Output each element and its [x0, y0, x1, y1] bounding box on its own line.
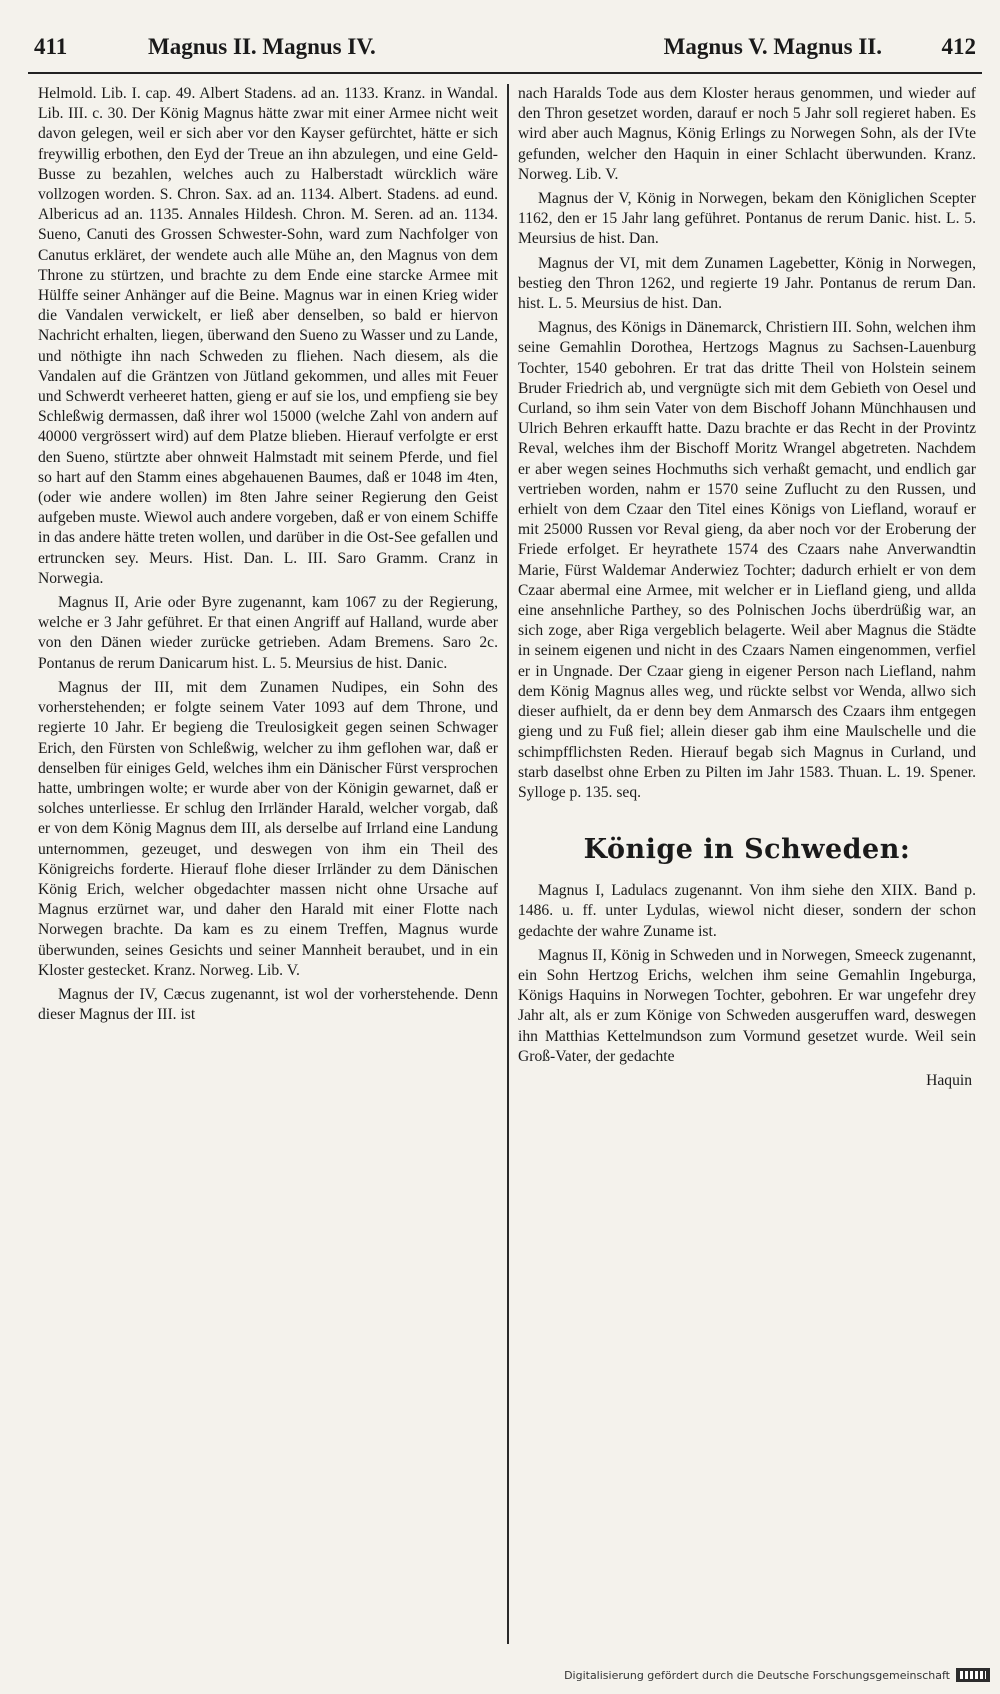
left-page-number: 411 [34, 34, 68, 59]
right-page-number: 412 [941, 34, 976, 59]
catchword: Haquin [926, 1071, 972, 1089]
left-running-title: Magnus II. Magnus IV. [148, 34, 376, 59]
left-column [38, 84, 498, 1644]
page-header [28, 22, 982, 74]
right-running-title: Magnus V. Magnus II. [663, 34, 882, 59]
paragraph: Magnus I, Ladulacs zugenannt. Von ihm siehe den XIIX. Band p. 1486. u. ff. unter Lydulas, wiewol nicht dieser, sondern der schon gedachte der wahre Zuname ist. [518, 882, 976, 940]
paragraph: Magnus der V, König in Norwegen, bekam den Königlichen Scepter 1162, den er 15 Jahr lang geführet. Pontanus de rerum Danic. hist. L. 5. Meursius de hist. Dan. [518, 190, 976, 248]
section-heading: Könige in Schweden: [583, 834, 911, 866]
paragraph: Magnus der III, mit dem Zunamen Nudipes, ein Sohn des vorherstehenden; er folgte seinem Vater 1093 auf dem Throne, und regierte 10 Jahr. Er begieng die Treulosigkeit gegen seinen Schwager Erich, den Fürsten von Schleßwig, welcher zu ihm geflohen war, daß er denselben für einiges Geld, welches ihm ein Dänischer Fürst versprochen hatte, umbringen wolte; er wurde aber von der Königin gewarnet, daß er solches unterliesse. Er schlug den Irrländer Harald, welcher vorgab, daß er von dem König Magnus dem III, als derselbe auf Irrland eine Landung unternommen, gezeuget, und deswegen von ihm ein Theil des Königreichs forderte. Hierauf flohe dieser Irrländer zu dem Dänischen König Erich, welcher obgedachter massen nicht ohne Ursache auf Magnus erzürnet war, und daher den Harald mit einer Flotte nach Norwegen brachte. Da kam es zu einem Treffen, Magnus wurde überwunden, seines Gesichts und seiner Mannheit beraubet, und in ein Kloster gestecket. Kranz. Norweg. Lib. V. [38, 678, 498, 979]
paragraph: Helmold. Lib. I. cap. 49. Albert Stadens. ad an. 1133. Kranz. in Wandal. Lib. III. c. 30. Der König Magnus hätte zwar mit einer Armee nicht weit davon gelegen, weil er sich aber vor den Kayser gefürchtet, hätte er sich freywillig erbothen, den Eyd der Treue an ihn abzulegen, und eine Geld-Busse zu bezahlen, welches auch zu Halberstadt würcklich wäre vollzogen worden. S. Chron. Sax. ad an. 1134. Albert. Stadens. ad eund. Albericus ad an. 1135. Annales Hildesh. Chron. M. Seren. ad an. 1134. Sueno, Canuti des Grossen Schwester-Sohn, ward zum Nachfolger von Canutus erkläret, der wendete auch alle Mühe an, den Magnus von dem Throne zu stürtzen, und brachte zu dem Ende eine starcke Armee mit Hülffe seiner Anhänger auf die Beine. Magnus war in einen Krieg wider die Vandalen verwickelt, er ließ aber denselben, so bald er hiervon Nachricht erhalten, liegen, überwand den Sueno zu Wasser und zu Lande, und nöthigte ihn nach Schweden zu fliehen. Nach diesem, als die Vandalen auf die Gräntzen von Jütland gekommen, und alles mit Feuer und Schwerdt verheeret hatten, gieng er auf sie los, und empfieng sie bey Schleßwig dermassen, daß ihrer wol 15000 (welche Zahl von andern auf 40000 vergrössert wird) auf dem Platze blieben. Hierauf verfolgte er erst den Sueno, stürtzte aber ohnweit Halmstadt mit seinem Pferde, und fiel so hart auf den Stamm eines abgehauenen Baumes, daß er 1048 im 4ten, (oder wie andere wollen) im 8ten Jahre seiner Regierung den Geist aufgeben muste. Wiewol auch andere vorgeben, daß er von einem Schiffe in das andere hätte treten wollen, und darüber in die Ost-See gefallen und ertruncken sey. Meurs. Hist. Dan. L. III. Saro Gramm. Cranz in Norwegia. [38, 85, 498, 587]
right-column [518, 84, 976, 1644]
paragraph: nach Haralds Tode aus dem Kloster heraus genommen, und wieder auf den Thron gesetzet worden, darauf er noch 5 Jahr soll regieret haben. Es wird aber auch Magnus, König Erlings zu Norwegen Sohn, als der IVte gefunden, welcher den Haquin in einer Schlacht überwunden. Kranz. Norweg. Lib. V. [518, 85, 976, 183]
paragraph: Magnus, des Königs in Dänemarck, Christiern III. Sohn, welchen ihm seine Gemahlin Dorothea, Hertzogs Magnus zu Sachsen-Lauenburg Tochter, 1540 gebohren. Er trat das dritte Theil von Holstein seinem Bruder Friedrich ab, und vergnügte sich mit dem Gebieth von Oesel und Curland, so ihm sein Vater von dem Bischoff Johann Münchhausen und Ulrich Behren erkaufft hatte. Dazu brachte er das Recht in der Provintz Reval, welches ihm der Bischoff Moritz Wrangel abgetreten. Nachdem er aber wegen seines Hochmuths sich verhaßt gemacht, und endlich gar vertrieben worden, nahm er 1570 seine Zuflucht zu den Russen, und erhielt von dem Czaar den Titel eines Königs von Liefland, worauf er mit 25000 Russen vor Reval gieng, da aber noch vor der Eroberung der Friede erfolget. Er heyrathete 1574 des Czaars nahe Anverwandtin Marie, Fürst Waldemar Anderwiez Tochter; dadurch erhielt er von dem Czaar abermal eine Armee, mit welcher er in Liefland gieng, und allda eine ansehnliche Parthey, so des Polnischen Jochs überdrüßig war, an sich zoge, aber Riga vergeblich belagerte. Weil aber Magnus die Städte in seinem eigenen und nicht in des Czaars Namen eingenommen, verfiel er in Ungnade. Der Czaar gieng in eigener Person nach Liefland, nahm dem König Magnus alles weg, und rückte selbst vor Wenda, allwo sich dieser aufhielt, da er denn bey dem Anmarsch des Czaars ihm entgegen gieng und zu Fuß fiel; allein dieser gab ihm eine Maulschelle und die schimpfflichsten Reden. Hierauf begab sich Magnus in Curland, und starb daselbst ohne Erben zu Pilten im Jahr 1583. Thuan. L. 19. Spener. Sylloge p. 135. seq. [518, 319, 976, 801]
paragraph: Magnus der IV, Cæcus zugenannt, ist wol der vorherstehende. Denn dieser Magnus der III. ist [38, 985, 498, 1024]
column-divider [507, 84, 509, 1644]
credit-text: Digitalisierung gefördert durch die Deutsche Forschungsgemeinschaft [564, 1668, 950, 1682]
paragraph: Magnus der VI, mit dem Zunamen Lagebetter, König in Norwegen, bestieg den Thron 1262, und regierte 19 Jahr. Pontanus de rerum Dan. hist. L. 5. Meursius de hist. Dan. [518, 254, 976, 313]
paragraph: Magnus II, König in Schweden und in Norwegen, Smeeck zugenannt, ein Sohn Hertzog Erichs, welchen ihm seine Gemahlin Ingeburga, Königs Haquins in Norwegen Tochter, gebohren. Er war ungefehr drey Jahr alt, als er zum Könige von Schweden ausgeruffen ward, deswegen ihn Matthias Kettelmundson zum Vormund gesetzet wurde. Weil sein Groß-Vater, der gedachte [518, 946, 976, 1065]
paragraph: Magnus II, Arie oder Byre zugenannt, kam 1067 zu der Regierung, welche er 3 Jahr geführet. Er that einen Angriff auf Halland, wurde aber von den Dänen wieder zurücke getrieben. Adam Bremens. Saro 2c. Pontanus de rerum Danicarum hist. L. 5. Meursius de hist. Danic. [38, 594, 498, 672]
dfg-logo-icon [956, 1668, 990, 1682]
digitization-credit [564, 1666, 990, 1684]
